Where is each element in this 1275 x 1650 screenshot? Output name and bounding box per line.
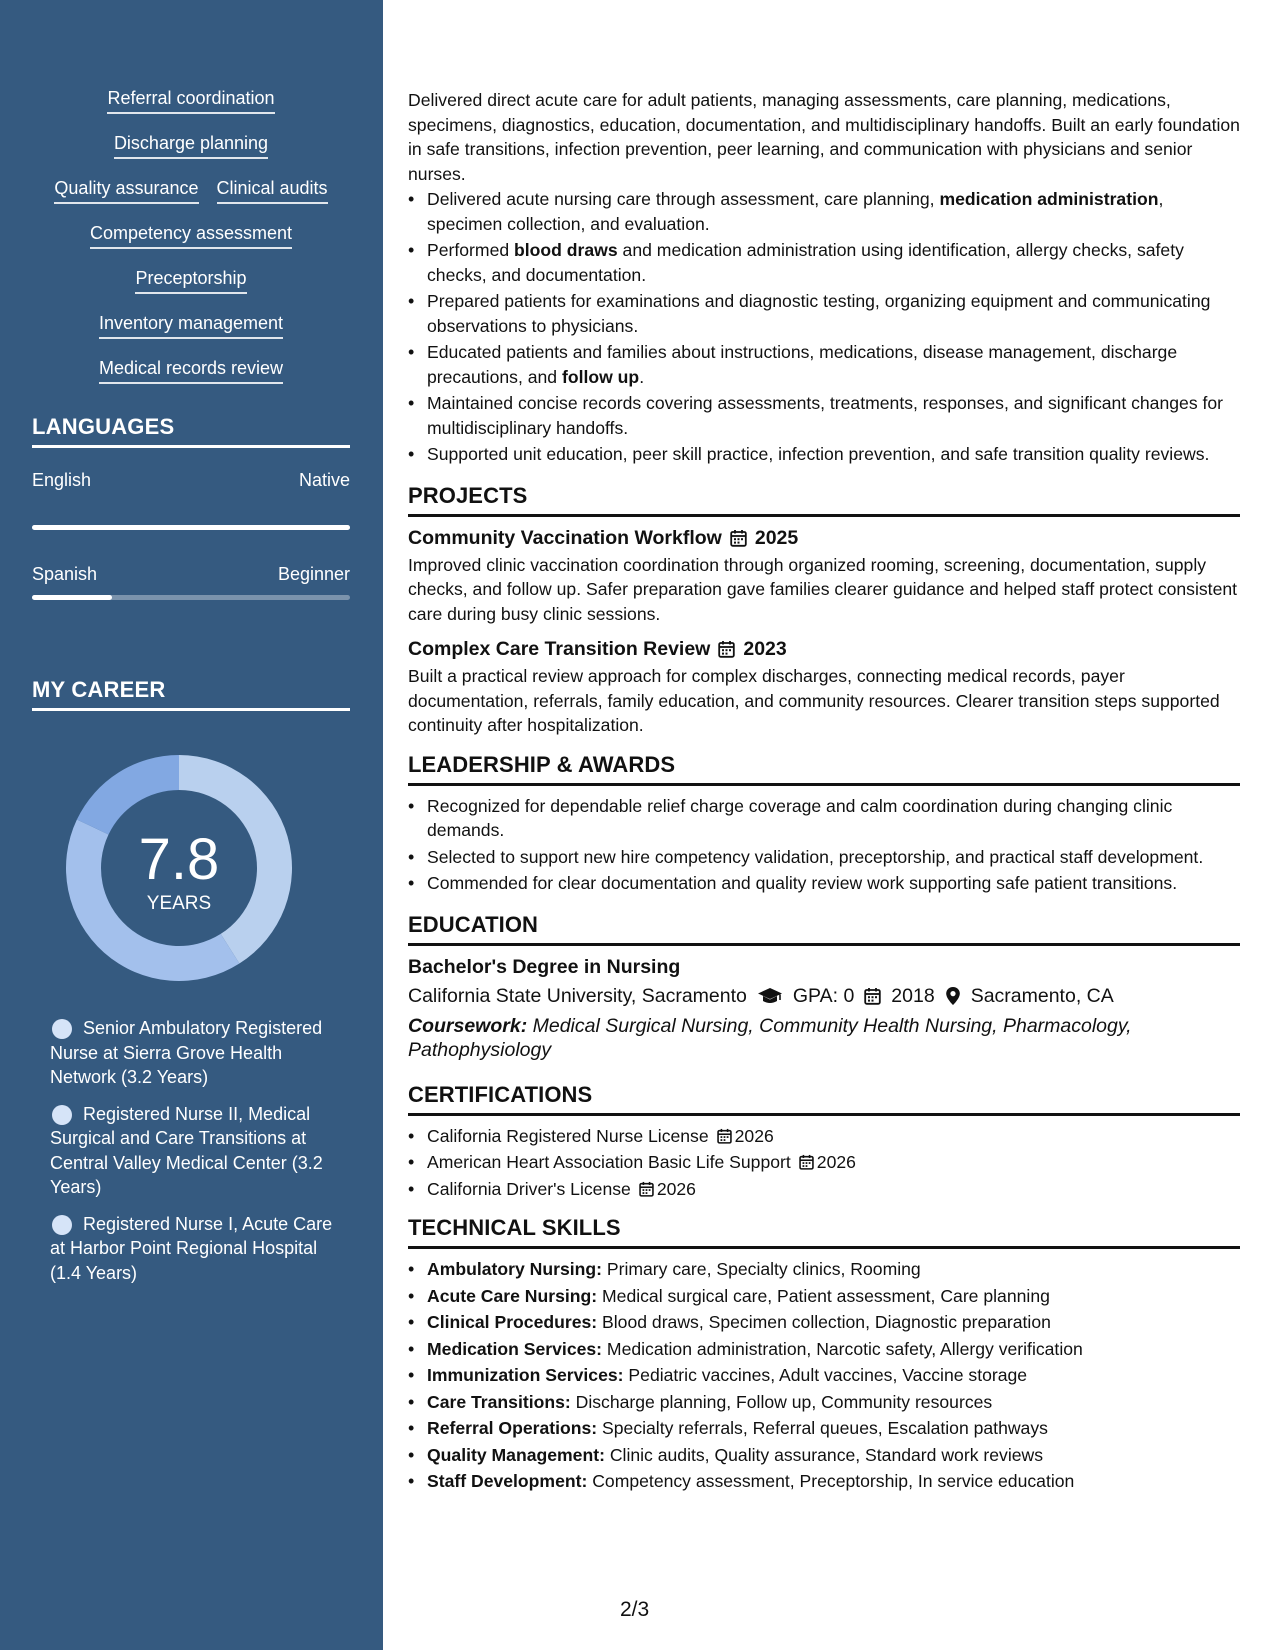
skill-row <box>32 176 350 221</box>
project-year: 2025 <box>754 526 799 549</box>
bullet-bold: medication administration <box>939 189 1159 209</box>
project-title <box>408 525 1240 551</box>
education-school: California State University, Sacramento <box>408 984 747 1007</box>
technical-skill-label: Acute Care Nursing: <box>427 1285 598 1306</box>
leadership-item: • Selected to support new hire competency validation, preceptorship, and practical staff development. <box>408 845 1240 870</box>
career-dot <box>52 1215 72 1235</box>
bullet-text: , specimen collection, and evaluation. <box>427 189 1164 234</box>
calendar-icon <box>730 529 747 547</box>
technical-skill-text: Specialty referrals, Referral queues, Escalation pathways <box>597 1418 1048 1438</box>
project-year: 2023 <box>743 638 787 660</box>
page-number: 2/3 <box>620 1598 650 1621</box>
language-level: Beginner <box>277 564 350 584</box>
project-name: Community Vaccination Workflow <box>408 526 722 549</box>
coursework-list: Medical Surgical Nursing, Community Health Nursing, Pharmacology, Pathophysiology <box>408 1014 1132 1061</box>
skill-tag: Preceptorship <box>135 266 246 294</box>
language-bar-fill <box>32 595 112 600</box>
technical-skill-text: Medical surgical care, Patient assessment, Care planning <box>597 1285 1050 1306</box>
technical-skills-heading: TECHNICAL SKILLS <box>408 1213 1240 1249</box>
career-dot <box>52 1105 72 1125</box>
bullet-text: Performed <box>427 240 515 260</box>
project-title <box>408 636 1240 662</box>
bullet-bold: follow up <box>561 366 640 387</box>
education-location: Sacramento, CA <box>970 984 1114 1007</box>
skill-tag: Quality assurance <box>54 176 198 204</box>
skill-tag: Medical records review <box>99 356 283 384</box>
language-english-bar <box>32 525 350 530</box>
technical-skill-text: Competency assessment, Preceptorship, In service education <box>587 1471 1075 1491</box>
education-gpa: GPA: 0 <box>792 984 855 1007</box>
skill-tag: Clinical audits <box>217 176 328 204</box>
skill-row <box>32 131 350 176</box>
leadership-list <box>408 794 1240 896</box>
technical-skill-item <box>408 1363 1240 1388</box>
technical-skill-label: Medication Services: <box>427 1338 603 1359</box>
sidebar <box>0 0 383 1650</box>
certification-year: 2026 <box>734 1125 774 1146</box>
language-spanish <box>32 564 350 585</box>
certifications-heading: CERTIFICATIONS <box>408 1080 1240 1116</box>
language-level: Native <box>298 470 350 490</box>
coursework-label: Coursework: <box>408 1014 528 1037</box>
career-heading: MY CAREER <box>32 677 350 711</box>
technical-skill-item <box>408 1416 1240 1441</box>
bullet-text: Prepared patients for examinations and diagnostic testing, organizing equipment and communicating observations to physicians. <box>427 291 1211 336</box>
language-name: Spanish <box>32 564 98 584</box>
bullet-bold: blood draws <box>514 240 618 260</box>
technical-skill-text: Primary care, Specialty clinics, Rooming <box>601 1259 921 1279</box>
experience-bullet <box>408 187 1240 236</box>
career-item-label: Registered Nurse I, Acute Care at Harbor Point Regional Hospital (1.4 Years) <box>50 1213 333 1283</box>
experience-summary: Delivered direct acute care for adult patients, managing assessments, care planning, medications, specimens, diagnostics, education, documentation, and multidisciplinary handoffs. Built an early foundation in safe transitions, infection prevention, peer learning, and communication with physicians and senior nurses. <box>408 90 1240 184</box>
certification-name: • California Driver's License <box>427 1178 631 1199</box>
technical-skill-label: Clinical Procedures: <box>427 1312 598 1332</box>
projects-list <box>408 525 1240 738</box>
bullet-text: Educated patients and families about instructions, medications, disease management, discharge precautions, and <box>427 342 1178 387</box>
career-item-label: Registered Nurse II, Medical Surgical and Care Transitions at Central Valley Medical Center (3.2 Years) <box>50 1103 323 1197</box>
technical-skills-list <box>408 1257 1240 1494</box>
skill-row <box>32 356 350 401</box>
technical-skill-label: Care Transitions: <box>427 1391 571 1412</box>
skill-tag: Inventory management <box>99 311 283 339</box>
skill-row <box>32 311 350 356</box>
career-unit-label: YEARS <box>146 893 212 914</box>
calendar-icon <box>717 1128 732 1144</box>
main-content <box>408 88 1240 1496</box>
experience-bullet <box>408 289 1240 338</box>
certification-item <box>408 1177 1240 1202</box>
career-item-label: Senior Ambulatory Registered Nurse at Sierra Grove Health Network (3.2 Years) <box>50 1018 323 1087</box>
calendar-icon <box>639 1181 654 1197</box>
language-name: English <box>32 470 92 490</box>
skill-tag: Discharge planning <box>114 131 268 159</box>
certification-item <box>408 1150 1240 1175</box>
certification-item <box>408 1124 1240 1149</box>
leadership-item: • Commended for clear documentation and quality review work supporting safe patient transitions. <box>408 871 1240 896</box>
calendar-icon <box>799 1154 814 1170</box>
experience-bullets <box>408 187 1240 467</box>
technical-skill-item <box>408 1469 1240 1494</box>
language-bar-fill <box>32 525 350 530</box>
technical-skill-text: Blood draws, Specimen collection, Diagnostic preparation <box>597 1312 1051 1332</box>
education-year: 2018 <box>891 984 935 1007</box>
career-item <box>50 1212 340 1286</box>
technical-skill-item <box>408 1257 1240 1282</box>
technical-skill-text: Pediatric vaccines, Adult vaccines, Vaccine storage <box>623 1365 1028 1385</box>
technical-skill-label: Ambulatory Nursing: <box>427 1259 602 1279</box>
certification-row <box>427 1150 1240 1175</box>
bullet-text: . <box>639 366 645 387</box>
technical-skill-label: Quality Management: <box>427 1444 605 1465</box>
bullet-text: and medication administration using identification, allergy checks, safety checks, and documentation. <box>427 240 1184 285</box>
skill-row <box>32 86 350 131</box>
leadership-item: • Recognized for dependable relief charge coverage and calm coordination during changing clinic demands. <box>408 794 1240 843</box>
experience-bullet <box>408 340 1240 389</box>
project-description: Built a practical review approach for complex discharges, connecting medical records, payer documentation, referrals, family education, and community resources. Clearer transition steps supported continuity after hospitalization. <box>408 666 1220 735</box>
experience-bullet <box>408 442 1240 467</box>
technical-skill-label: Immunization Services: <box>427 1365 624 1385</box>
education-coursework <box>408 1014 1240 1062</box>
career-list <box>50 1016 340 1297</box>
career-donut-chart <box>66 755 292 981</box>
experience-bullet <box>408 238 1240 287</box>
certifications-list <box>408 1124 1240 1202</box>
experience-bullet <box>408 391 1240 440</box>
certification-name: • California Registered Nurse License <box>427 1125 709 1146</box>
calendar-icon <box>718 640 735 658</box>
technical-skill-item <box>408 1390 1240 1415</box>
technical-skill-label: Staff Development: <box>427 1471 588 1491</box>
projects-heading: PROJECTS <box>408 481 1240 517</box>
technical-skill-text: Discharge planning, Follow up, Community resources <box>570 1391 993 1412</box>
career-total-years: 7.8 <box>138 827 220 892</box>
skill-tag: Competency assessment <box>90 221 292 249</box>
bullet-text: Maintained concise records covering assessments, treatments, responses, and significant changes for multidisciplinary handoffs. <box>427 393 1224 438</box>
language-spanish-bar <box>32 595 350 600</box>
career-item <box>50 1102 340 1200</box>
skills-tag-list <box>32 86 350 401</box>
leadership-heading: LEADERSHIP & AWARDS <box>408 750 1240 786</box>
bullet-text: Supported unit education, peer skill practice, infection prevention, and safe transition quality reviews. <box>427 444 1210 464</box>
project-description: Improved clinic vaccination coordination through organized rooming, screening, documentation, supply checks, and follow up. Safer preparation gave families clearer guidance and helped staff protect consistent care during busy clinic sessions. <box>408 554 1238 624</box>
project-name: Complex Care Transition Review <box>408 638 711 660</box>
technical-skill-item <box>408 1284 1240 1309</box>
skill-row <box>32 266 350 311</box>
certification-year: 2026 <box>816 1152 856 1172</box>
bullet-text: Delivered acute nursing care through assessment, care planning, <box>427 189 940 209</box>
certification-year: 2026 <box>656 1178 696 1199</box>
skill-row <box>32 221 350 266</box>
graduation-cap-icon <box>757 986 783 1006</box>
technical-skill-text: Medication administration, Narcotic safety, Allergy verification <box>602 1338 1083 1359</box>
technical-skill-text: Clinic audits, Quality assurance, Standard work reviews <box>604 1444 1044 1465</box>
calendar-icon <box>864 987 881 1005</box>
skill-tag: Referral coordination <box>107 86 274 114</box>
languages-heading: LANGUAGES <box>32 414 350 448</box>
technical-skill-label: Referral Operations: <box>427 1418 598 1438</box>
education-heading: EDUCATION <box>408 910 1240 946</box>
donut-segment <box>77 755 179 835</box>
technical-skill-item <box>408 1337 1240 1362</box>
certification-row <box>427 1177 1240 1202</box>
career-item <box>50 1016 340 1090</box>
technical-skill-item <box>408 1443 1240 1468</box>
language-english <box>32 470 350 491</box>
education-degree: Bachelor's Degree in Nursing <box>408 955 681 978</box>
education-details <box>408 980 1240 1012</box>
technical-skill-item <box>408 1310 1240 1335</box>
location-pin-icon <box>945 986 961 1006</box>
career-dot <box>52 1019 72 1039</box>
certification-row <box>427 1124 1240 1149</box>
certification-name: • American Heart Association Basic Life Support <box>427 1152 791 1172</box>
